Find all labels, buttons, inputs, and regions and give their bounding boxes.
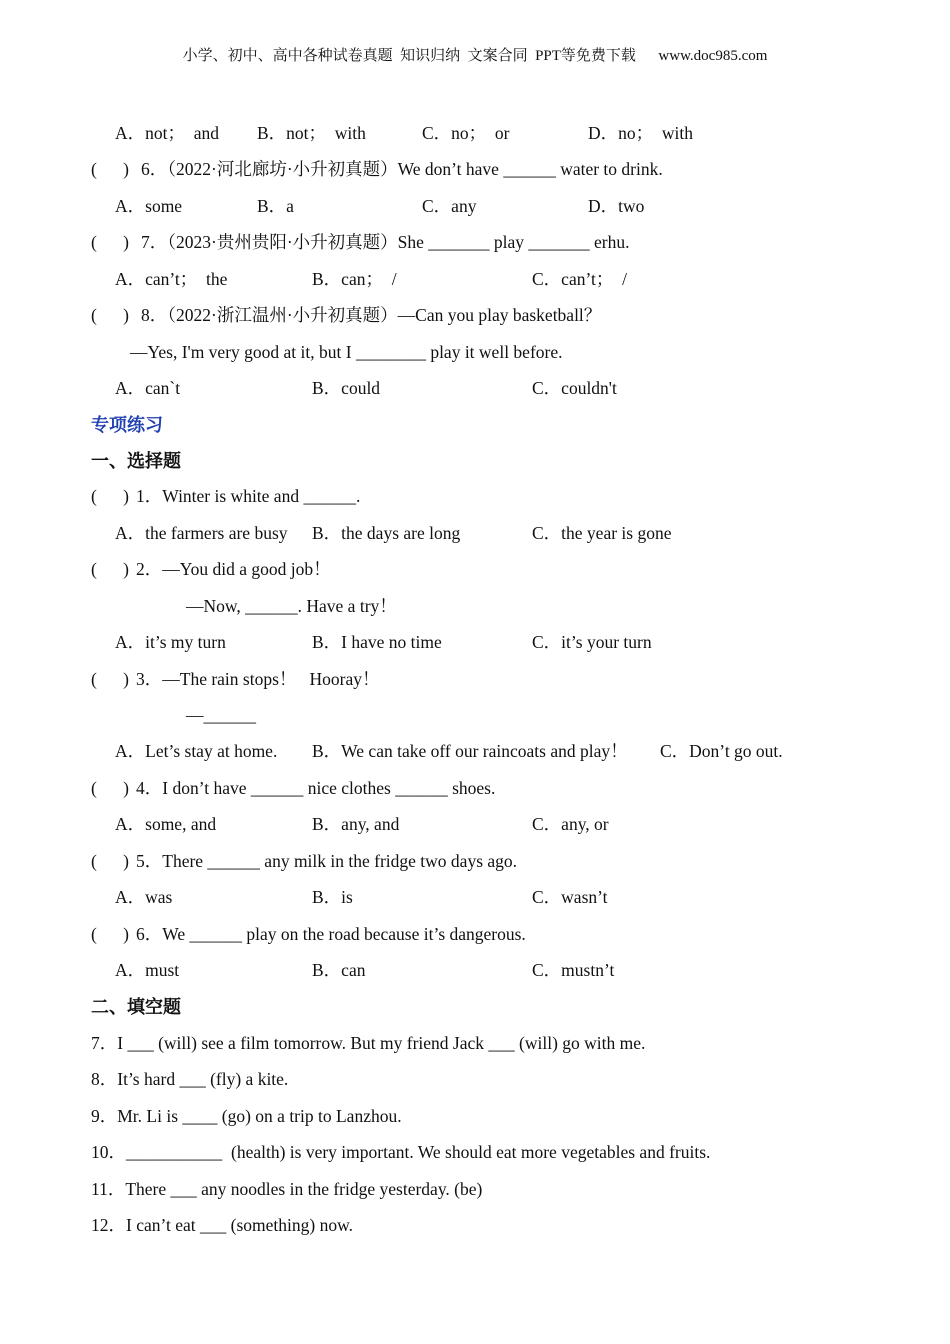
option-a: A．some xyxy=(115,196,183,216)
option-b: B．We can take off our raincoats and play！ xyxy=(312,741,628,761)
option-b: B．can xyxy=(312,960,366,980)
question-line2: —Yes, I'm very good at it, but I ________ play it well before. xyxy=(130,342,563,362)
question-text: 3．—The rain stops！ Hooray！ xyxy=(136,669,380,689)
option-b: B．a xyxy=(257,196,294,216)
option-c: C．no； or xyxy=(422,123,510,143)
fill-item: 7．I ___ (will) see a film tomorrow. But my friend Jack ___ (will) go with me. xyxy=(91,1033,646,1053)
option-a: A．the farmers are busy xyxy=(115,523,288,543)
question-text: 2．—You did a good job！ xyxy=(136,559,331,579)
answer-paren: ( ) xyxy=(91,669,129,689)
option-c: C．mustn’t xyxy=(532,960,615,980)
answer-paren: ( ) xyxy=(91,778,129,798)
option-d: D．no； with xyxy=(588,123,693,143)
question-text: 5．There ______ any milk in the fridge two days ago. xyxy=(136,851,518,871)
fill-item: 10．___________ (health) is very important. We should eat more vegetables and fruits. xyxy=(91,1142,711,1162)
option-b: B．the days are long xyxy=(312,523,461,543)
option-c: C．any xyxy=(422,196,477,216)
option-b: B．not； with xyxy=(257,123,366,143)
option-a: A．Let’s stay at home. xyxy=(115,741,278,761)
question-text: 1．Winter is white and ______. xyxy=(136,486,361,506)
answer-paren: ( ) xyxy=(91,559,129,579)
option-b: B．I have no time xyxy=(312,632,442,652)
option-c: C．any, or xyxy=(532,814,609,834)
option-d: D．two xyxy=(588,196,645,216)
option-c: C．it’s your turn xyxy=(532,632,652,652)
question-text: 4．I don’t have ______ nice clothes ______ shoes. xyxy=(136,778,496,798)
question-line2: —Now, ______. Have a try！ xyxy=(186,596,397,616)
fill-item: 8．It’s hard ___ (fly) a kite. xyxy=(91,1069,289,1089)
section-title: 专项练习 xyxy=(91,415,163,435)
question-line2: —______ xyxy=(186,705,256,725)
fill-item: 11．There ___ any noodles in the fridge yesterday. (be) xyxy=(91,1179,483,1199)
answer-paren: ( ) xyxy=(91,924,129,944)
fill-item: 9．Mr. Li is ____ (go) on a trip to Lanzhou. xyxy=(91,1106,402,1126)
option-a: A．can’t； the xyxy=(115,269,228,289)
option-b: B．is xyxy=(312,887,353,907)
question-text: 8．（2022·浙江温州·小升初真题）—Can you play basketball？ xyxy=(141,305,602,325)
option-b: B．could xyxy=(312,378,381,398)
option-c: C．wasn’t xyxy=(532,887,608,907)
part2-heading: 二、填空题 xyxy=(91,997,181,1017)
answer-paren: ( ) xyxy=(91,232,129,252)
option-a: A．can`t xyxy=(115,378,181,398)
option-a: A．not； and xyxy=(115,123,220,143)
question-text: 6．We ______ play on the road because it’s dangerous. xyxy=(136,924,526,944)
option-a: A．it’s my turn xyxy=(115,632,226,652)
part1-heading: 一、选择题 xyxy=(91,451,181,471)
option-b: B．any, and xyxy=(312,814,400,834)
answer-paren: ( ) xyxy=(91,851,129,871)
answer-paren: ( ) xyxy=(91,486,129,506)
option-b: B．can； / xyxy=(312,269,397,289)
answer-paren: ( ) xyxy=(91,159,129,179)
option-a: A．was xyxy=(115,887,173,907)
answer-paren: ( ) xyxy=(91,305,129,325)
option-c: C．couldn't xyxy=(532,378,617,398)
option-c: C．can’t； / xyxy=(532,269,627,289)
page-header: 小学、初中、高中各种试卷真题 知识归纳 文案合同 PPT等免费下载 www.doc985.com xyxy=(182,48,768,64)
question-text: 7．（2023·贵州贵阳·小升初真题）She _______ play _______ erhu. xyxy=(141,232,630,252)
question-text: 6．（2022·河北廊坊·小升初真题）We don’t have ______ water to drink. xyxy=(141,159,663,179)
option-a: A．some, and xyxy=(115,814,217,834)
option-c: C．Don’t go out. xyxy=(660,741,783,761)
fill-item: 12．I can’t eat ___ (something) now. xyxy=(91,1215,353,1235)
option-a: A．must xyxy=(115,960,180,980)
option-c: C．the year is gone xyxy=(532,523,672,543)
